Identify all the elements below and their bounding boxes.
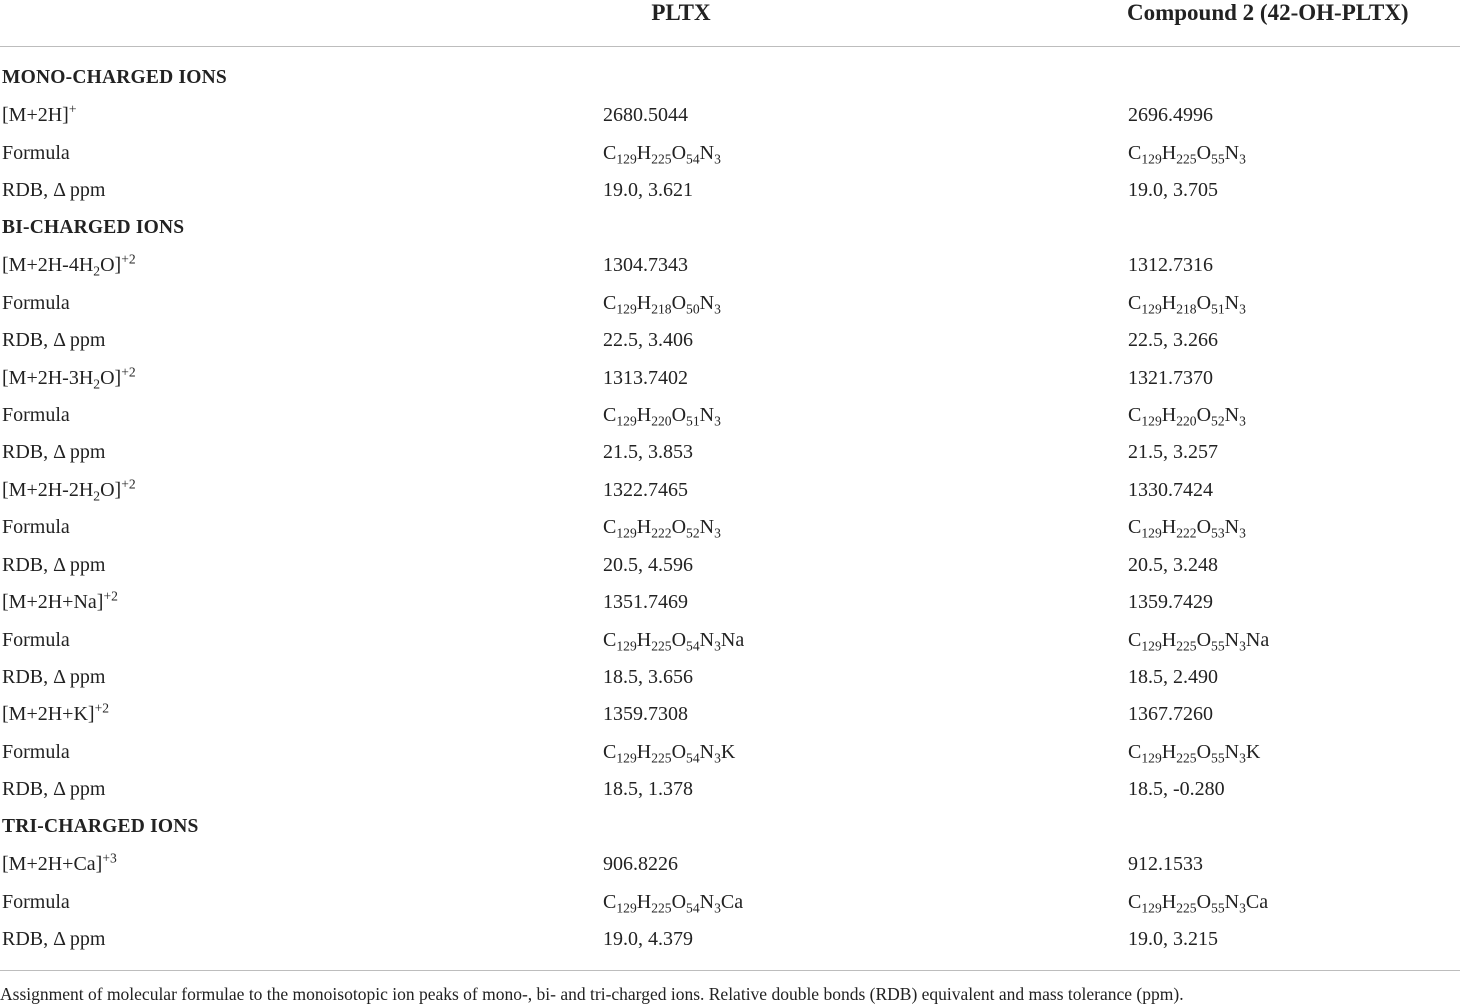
table-row xyxy=(0,321,1460,358)
text-segment: H xyxy=(1161,141,1177,164)
subscript: 222 xyxy=(651,525,672,541)
cell-label xyxy=(2,439,105,465)
superscript: +2 xyxy=(121,364,136,380)
text-segment: N xyxy=(1224,628,1240,651)
cell-label xyxy=(2,102,77,128)
text-segment: 19.0, 3.705 xyxy=(1128,179,1218,202)
text-segment: 1367.7260 xyxy=(1128,703,1213,726)
subscript: 129 xyxy=(616,637,637,653)
text-segment: Formula xyxy=(2,740,70,763)
text-segment: N xyxy=(699,403,715,426)
text-segment: C xyxy=(1128,516,1142,539)
text-segment: C xyxy=(603,403,617,426)
text-segment: 18.5, 1.378 xyxy=(603,778,693,801)
subscript: 129 xyxy=(616,300,637,316)
section-header-row xyxy=(0,209,1460,246)
text-segment: C xyxy=(603,740,617,763)
cell-label xyxy=(2,177,105,203)
text-segment: Formula xyxy=(2,628,70,651)
table-row xyxy=(0,658,1460,695)
subscript: 54 xyxy=(686,151,700,167)
cell-compound-2 xyxy=(1128,252,1213,278)
text-segment: C xyxy=(1128,403,1142,426)
text-segment: MONO-CHARGED IONS xyxy=(2,67,227,88)
cell-compound-2 xyxy=(1128,926,1218,952)
text-segment: H xyxy=(1161,890,1177,913)
subscript: 52 xyxy=(1211,413,1225,429)
text-segment: O xyxy=(1196,403,1212,426)
cell-compound-2 xyxy=(1128,851,1203,877)
text-segment: O xyxy=(1196,628,1212,651)
header-compound-2: Compound 2 (42-OH-PLTX) xyxy=(1127,0,1409,25)
table-row xyxy=(0,733,1460,770)
text-segment: O] xyxy=(100,254,122,277)
subscript: 218 xyxy=(1176,300,1197,316)
text-segment: N xyxy=(699,628,715,651)
text-segment: H xyxy=(636,890,652,913)
subscript: 55 xyxy=(1211,750,1225,766)
text-segment: C xyxy=(1128,740,1142,763)
text-segment: RDB, Δ ppm xyxy=(2,441,106,464)
cell-pltx xyxy=(603,851,678,877)
text-segment: N xyxy=(699,890,715,913)
subscript: 225 xyxy=(651,750,672,766)
text-segment: N xyxy=(699,141,715,164)
subscript: 3 xyxy=(1239,413,1246,429)
table-row xyxy=(0,284,1460,321)
table-row xyxy=(0,134,1460,171)
text-segment: H xyxy=(636,516,652,539)
subscript: 129 xyxy=(616,750,637,766)
cell-pltx xyxy=(603,664,693,690)
text-segment: Na xyxy=(720,628,745,651)
table-row xyxy=(0,171,1460,208)
table-row xyxy=(0,433,1460,470)
text-segment: 906.8226 xyxy=(603,853,678,876)
cell-pltx xyxy=(603,290,721,316)
text-segment: Formula xyxy=(2,890,70,913)
table-row xyxy=(0,246,1460,283)
cell-label xyxy=(2,664,105,690)
cell-pltx xyxy=(603,701,688,727)
superscript: +2 xyxy=(103,588,118,604)
text-segment: H xyxy=(1161,628,1177,651)
cell-label xyxy=(2,889,70,915)
text-segment: C xyxy=(603,291,617,314)
text-segment: O xyxy=(671,291,687,314)
cell-label xyxy=(2,140,70,166)
section-title xyxy=(2,215,184,241)
text-segment: N xyxy=(699,516,715,539)
text-segment: Na xyxy=(1245,628,1270,651)
table-row xyxy=(0,583,1460,620)
cell-label xyxy=(2,851,117,877)
cell-compound-2 xyxy=(1128,664,1218,690)
cell-label xyxy=(2,589,118,615)
cell-label xyxy=(2,552,105,578)
text-segment: O xyxy=(671,403,687,426)
text-segment: 18.5, 2.490 xyxy=(1128,666,1218,688)
table-row xyxy=(0,508,1460,545)
text-segment: C xyxy=(1128,628,1142,651)
subscript: 129 xyxy=(1141,637,1162,653)
subscript: 52 xyxy=(686,525,700,541)
subscript: 55 xyxy=(1211,151,1225,167)
text-segment: TRI-CHARGED IONS xyxy=(2,815,199,837)
text-segment: 2696.4996 xyxy=(1128,104,1213,127)
text-segment: 20.5, 3.248 xyxy=(1128,553,1218,576)
text-segment: 1304.7343 xyxy=(603,254,688,277)
text-segment: C xyxy=(603,628,617,651)
subscript: 225 xyxy=(651,637,672,653)
cell-compound-2 xyxy=(1128,365,1213,391)
cell-pltx xyxy=(603,589,688,615)
text-segment: O xyxy=(1196,516,1212,539)
text-segment: H xyxy=(1161,291,1177,314)
cell-compound-2 xyxy=(1128,552,1218,578)
text-segment: RDB, Δ ppm xyxy=(2,666,106,688)
table-row xyxy=(0,396,1460,433)
superscript: +2 xyxy=(121,251,136,267)
text-segment: Ca xyxy=(1245,890,1269,913)
text-segment: K xyxy=(720,740,736,763)
text-segment: [M+2H] xyxy=(2,104,69,127)
subscript: 54 xyxy=(686,899,700,915)
table-body xyxy=(0,59,1460,958)
text-segment: C xyxy=(603,516,617,539)
cell-label xyxy=(2,327,105,353)
subscript: 3 xyxy=(1239,637,1246,653)
subscript: 129 xyxy=(616,413,637,429)
section-header-row xyxy=(0,59,1460,96)
text-segment: Formula xyxy=(2,516,70,539)
subscript: 3 xyxy=(1239,300,1246,316)
table-row xyxy=(0,546,1460,583)
subscript: 220 xyxy=(651,413,672,429)
subscript: 129 xyxy=(616,151,637,167)
table-row xyxy=(0,845,1460,882)
table-row xyxy=(0,883,1460,920)
subscript: 222 xyxy=(1176,525,1197,541)
text-segment: 20.5, 4.596 xyxy=(603,553,693,576)
text-segment: 1359.7429 xyxy=(1128,591,1213,614)
text-segment: [M+2H-3H xyxy=(2,366,94,389)
subscript: 129 xyxy=(1141,413,1162,429)
subscript: 225 xyxy=(651,151,672,167)
cell-pltx xyxy=(603,327,693,353)
subscript: 3 xyxy=(1239,525,1246,541)
text-segment: [M+2H+Ca] xyxy=(2,853,103,876)
section-title xyxy=(2,814,199,840)
text-segment: C xyxy=(603,890,617,913)
text-segment: N xyxy=(1224,291,1240,314)
subscript: 3 xyxy=(714,151,721,167)
subscript: 129 xyxy=(616,899,637,915)
text-segment: O xyxy=(1196,141,1212,164)
text-segment: N xyxy=(1224,740,1240,763)
text-segment: 22.5, 3.406 xyxy=(603,329,693,352)
text-segment: 21.5, 3.853 xyxy=(603,441,693,464)
cell-pltx xyxy=(603,177,693,203)
text-segment: RDB, Δ ppm xyxy=(2,553,106,576)
text-segment: 19.0, 3.621 xyxy=(603,179,693,202)
text-segment: 2680.5044 xyxy=(603,104,688,127)
cell-pltx xyxy=(603,252,688,278)
subscript: 129 xyxy=(1141,750,1162,766)
subscript: 53 xyxy=(1211,525,1225,541)
table-row xyxy=(0,920,1460,957)
text-segment: O xyxy=(671,141,687,164)
text-segment: [M+2H-2H xyxy=(2,478,94,501)
subscript: 129 xyxy=(1141,300,1162,316)
subscript: 55 xyxy=(1211,637,1225,653)
text-segment: H xyxy=(636,291,652,314)
cell-pltx xyxy=(603,552,693,578)
text-segment: [M+2H+Na] xyxy=(2,591,104,614)
text-segment: O xyxy=(1196,740,1212,763)
cell-label xyxy=(2,365,136,391)
subscript: 218 xyxy=(651,300,672,316)
subscript: 225 xyxy=(1176,899,1197,915)
text-segment: H xyxy=(1161,403,1177,426)
cell-pltx xyxy=(603,365,688,391)
text-segment: 1312.7316 xyxy=(1128,254,1213,277)
subscript: 129 xyxy=(1141,525,1162,541)
cell-label xyxy=(2,477,136,503)
cell-label xyxy=(2,776,105,802)
text-segment: O xyxy=(1196,890,1212,913)
subscript: 225 xyxy=(1176,637,1197,653)
cell-label xyxy=(2,627,70,653)
subscript: 2 xyxy=(93,375,101,391)
text-segment: C xyxy=(603,141,617,164)
section-title xyxy=(2,65,227,91)
text-segment: O xyxy=(671,740,687,763)
text-segment: C xyxy=(1128,141,1142,164)
text-segment: H xyxy=(1161,516,1177,539)
cell-compound-2 xyxy=(1128,140,1246,166)
superscript: +2 xyxy=(121,476,136,492)
text-segment: H xyxy=(636,740,652,763)
text-segment: 1322.7465 xyxy=(603,478,688,501)
text-segment: 1359.7308 xyxy=(603,703,688,726)
subscript: 225 xyxy=(1176,151,1197,167)
cell-pltx xyxy=(603,739,735,765)
cell-pltx xyxy=(603,477,688,503)
cell-compound-2 xyxy=(1128,889,1268,915)
text-segment: RDB, Δ ppm xyxy=(2,179,106,202)
text-segment: N xyxy=(1224,403,1240,426)
text-segment: N xyxy=(1224,141,1240,164)
subscript: 55 xyxy=(1211,899,1225,915)
table-bottom-rule xyxy=(0,970,1460,971)
text-segment: 912.1533 xyxy=(1128,853,1203,876)
text-segment: 1321.7370 xyxy=(1128,366,1213,389)
text-segment: O xyxy=(671,890,687,913)
cell-pltx xyxy=(603,889,743,915)
cell-pltx xyxy=(603,102,688,128)
table-row xyxy=(0,695,1460,732)
cell-label xyxy=(2,402,70,428)
text-segment: O xyxy=(1196,291,1212,314)
text-segment: Ca xyxy=(720,890,744,913)
subscript: 3 xyxy=(714,750,721,766)
cell-compound-2 xyxy=(1128,514,1246,540)
text-segment: O] xyxy=(100,366,122,389)
text-segment: 22.5, 3.266 xyxy=(1128,329,1218,352)
text-segment: RDB, Δ ppm xyxy=(2,928,106,951)
text-segment: 19.0, 3.215 xyxy=(1128,928,1218,951)
subscript: 3 xyxy=(1239,151,1246,167)
table-header xyxy=(0,0,1460,47)
subscript: 3 xyxy=(714,300,721,316)
cell-label xyxy=(2,926,105,952)
cell-compound-2 xyxy=(1128,402,1246,428)
cell-compound-2 xyxy=(1128,439,1218,465)
text-segment: Formula xyxy=(2,141,70,164)
text-segment: O xyxy=(671,628,687,651)
header-pltx: PLTX xyxy=(651,0,711,25)
subscript: 225 xyxy=(1176,750,1197,766)
text-segment: N xyxy=(1224,516,1240,539)
cell-compound-2 xyxy=(1128,177,1218,203)
cell-pltx xyxy=(603,514,721,540)
subscript: 3 xyxy=(714,525,721,541)
cell-compound-2 xyxy=(1128,776,1225,802)
cell-label xyxy=(2,290,70,316)
text-segment: 18.5, 3.656 xyxy=(603,666,693,688)
cell-pltx xyxy=(603,776,693,802)
cell-compound-2 xyxy=(1128,102,1213,128)
subscript: 51 xyxy=(686,413,700,429)
subscript: 3 xyxy=(714,637,721,653)
subscript: 50 xyxy=(686,300,700,316)
subscript: 54 xyxy=(686,750,700,766)
subscript: 129 xyxy=(1141,899,1162,915)
text-segment: 1313.7402 xyxy=(603,366,688,389)
subscript: 220 xyxy=(1176,413,1197,429)
text-segment: 19.0, 4.379 xyxy=(603,928,693,951)
text-segment: [M+2H-4H xyxy=(2,254,94,277)
table-caption: Assignment of molecular formulae to the monoisotopic ion peaks of mono-, bi- and tri-charged ions. Relative double bonds (RDB) equivalent and mass tolerance (ppm). xyxy=(0,984,1184,1004)
text-segment: O xyxy=(671,516,687,539)
text-segment: C xyxy=(1128,291,1142,314)
table-row xyxy=(0,471,1460,508)
text-segment: O] xyxy=(100,478,122,501)
table-row xyxy=(0,621,1460,658)
cell-label xyxy=(2,739,70,765)
text-segment: 1351.7469 xyxy=(603,591,688,614)
text-segment: N xyxy=(699,740,715,763)
text-segment: H xyxy=(1161,740,1177,763)
text-segment: 1330.7424 xyxy=(1128,478,1213,501)
cell-label xyxy=(2,701,109,727)
text-segment: RDB, Δ ppm xyxy=(2,778,106,801)
cell-pltx xyxy=(603,627,744,653)
subscript: 3 xyxy=(714,899,721,915)
cell-compound-2 xyxy=(1128,477,1213,503)
cell-compound-2 xyxy=(1128,701,1213,727)
text-segment: 21.5, 3.257 xyxy=(1128,441,1218,464)
cell-pltx xyxy=(603,402,721,428)
subscript: 2 xyxy=(93,263,101,279)
subscript: 3 xyxy=(714,413,721,429)
cell-pltx xyxy=(603,926,693,952)
superscript: +2 xyxy=(94,700,110,716)
text-segment: H xyxy=(636,141,652,164)
text-segment: C xyxy=(1128,890,1142,913)
cell-compound-2 xyxy=(1128,290,1246,316)
subscript: 3 xyxy=(1239,899,1246,915)
table-row xyxy=(0,359,1460,396)
subscript: 51 xyxy=(1211,300,1225,316)
subscript: 225 xyxy=(651,899,672,915)
cell-pltx xyxy=(603,140,721,166)
text-segment: N xyxy=(699,291,715,314)
cell-pltx xyxy=(603,439,693,465)
text-segment: H xyxy=(636,403,652,426)
text-segment: [M+2H+K] xyxy=(2,703,95,726)
cell-compound-2 xyxy=(1128,739,1260,765)
subscript: 129 xyxy=(616,525,637,541)
text-segment: H xyxy=(636,628,652,651)
cell-compound-2 xyxy=(1128,627,1269,653)
text-segment: K xyxy=(1245,740,1261,763)
text-segment: 18.5, -0.280 xyxy=(1128,778,1225,801)
cell-label xyxy=(2,252,136,278)
text-segment: RDB, Δ ppm xyxy=(2,329,106,352)
superscript: +3 xyxy=(102,850,117,866)
subscript: 129 xyxy=(1141,151,1162,167)
text-segment: N xyxy=(1224,890,1240,913)
section-header-row xyxy=(0,808,1460,845)
text-segment: BI-CHARGED IONS xyxy=(2,216,185,238)
subscript: 3 xyxy=(1239,750,1246,766)
cell-label xyxy=(2,514,70,540)
superscript: + xyxy=(68,101,77,117)
text-segment: Formula xyxy=(2,403,70,426)
subscript: 54 xyxy=(686,637,700,653)
cell-compound-2 xyxy=(1128,327,1218,353)
subscript: 2 xyxy=(93,488,101,504)
text-segment: Formula xyxy=(2,291,70,314)
table-row xyxy=(0,96,1460,133)
cell-compound-2 xyxy=(1128,589,1213,615)
table-row xyxy=(0,770,1460,807)
